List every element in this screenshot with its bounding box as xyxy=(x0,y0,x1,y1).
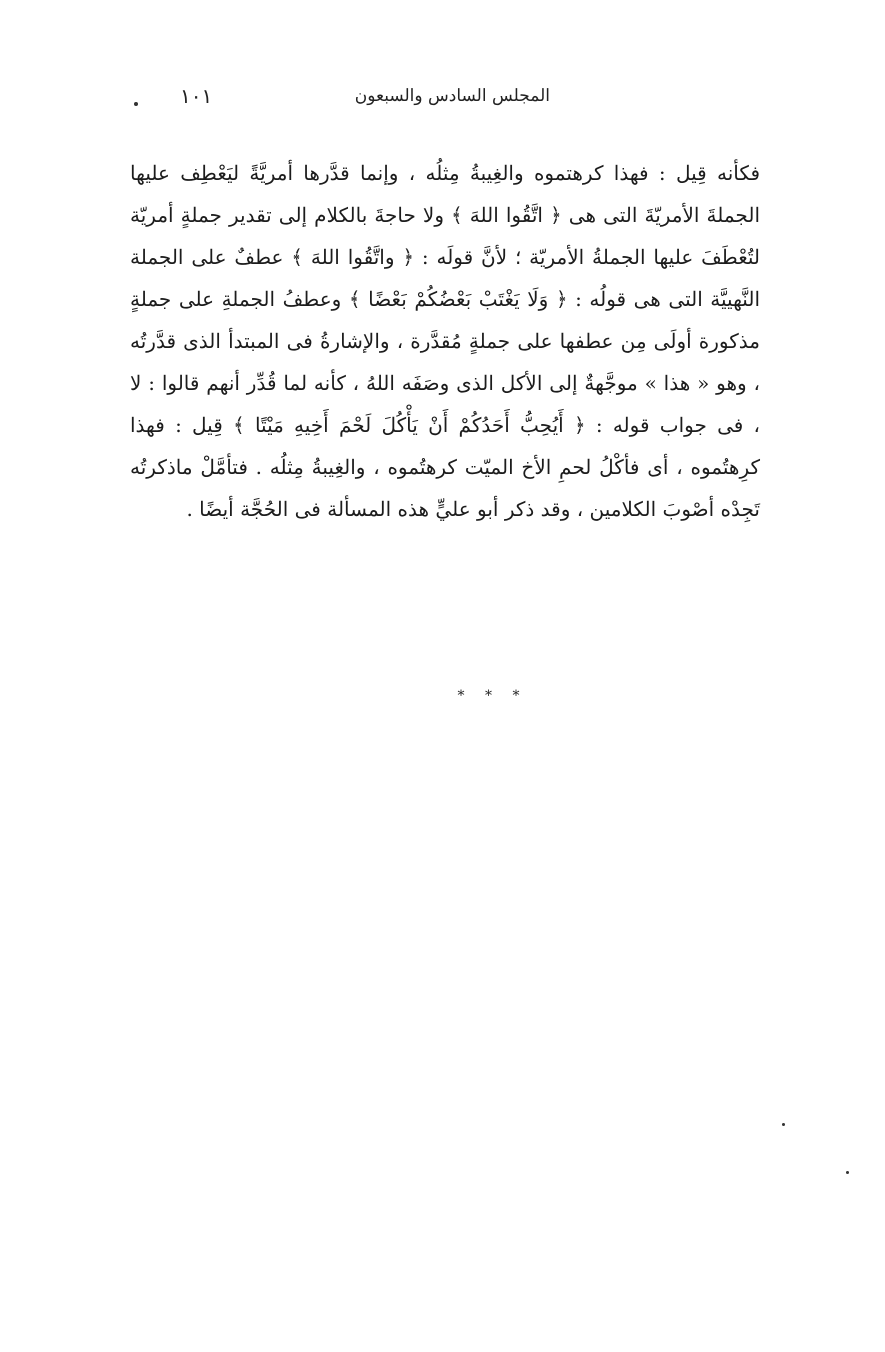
body-paragraph: فكأنه قِيل : فهذا كرهتموه والغِيبةُ مِثلُه ، وإنما قدَّرها أمريَّةً ليَعْطِف عليها الجملةَ الأمريّةَ التى هى ﴿ اتَّقُوا اللهَ ﴾ ولا حاجةَ بالكلام إلى تقدير جملةٍ أمريّة لتُعْطَفَ عليها الجملةُ الأمريّة ؛ لأنَّ قولَه : ﴿ واتَّقُوا اللهَ ﴾ عطفٌ على الجملة النَّهييَّة التى هى قولُه : ﴿ وَلَا يَغْتَبْ بَعْضُكُمْ بَعْضًا ﴾ وعطفُ الجملةِ على جملةٍ مذكورة أولَى مِن عطفها على جملةٍ مُقدَّرة ، والإشارةُ فى المبتدأ الذى قدَّرتُه ، وهو « هذا » موجَّهةٌ إلى الأكل الذى وصَفَه اللهُ ، كأنه لما قُدِّر أنهم قالوا : لا ، فى جواب قوله : ﴿ أَيُحِبُّ أَحَدُكُمْ أَنْ يَأْكُلَ لَحْمَ أَخِيهِ مَيْتًا ﴾ قِيل : فهذا كرِهتُموه ، أى فأكْلُ لحمِ الأخ الميّت كرهتُموه ، والغِيبةُ مِثلُه . فتأمَّلْ ماذكرتُه تَجِدْه أصْوبَ الكلامين ، وقد ذكر أبو عليٍّ هذه المسألة فى الحُجَّة أيضًا . xyxy=(130,161,760,521)
header-mark xyxy=(134,102,138,106)
page-speck-1 xyxy=(782,1123,785,1126)
page-speck-2 xyxy=(846,1171,849,1174)
section-separator: * * * xyxy=(457,688,528,704)
page-header xyxy=(120,84,755,114)
running-title: المجلس السادس والسبعون xyxy=(354,86,550,106)
page-number: ١٠١ xyxy=(180,84,213,108)
main-text xyxy=(130,152,760,530)
